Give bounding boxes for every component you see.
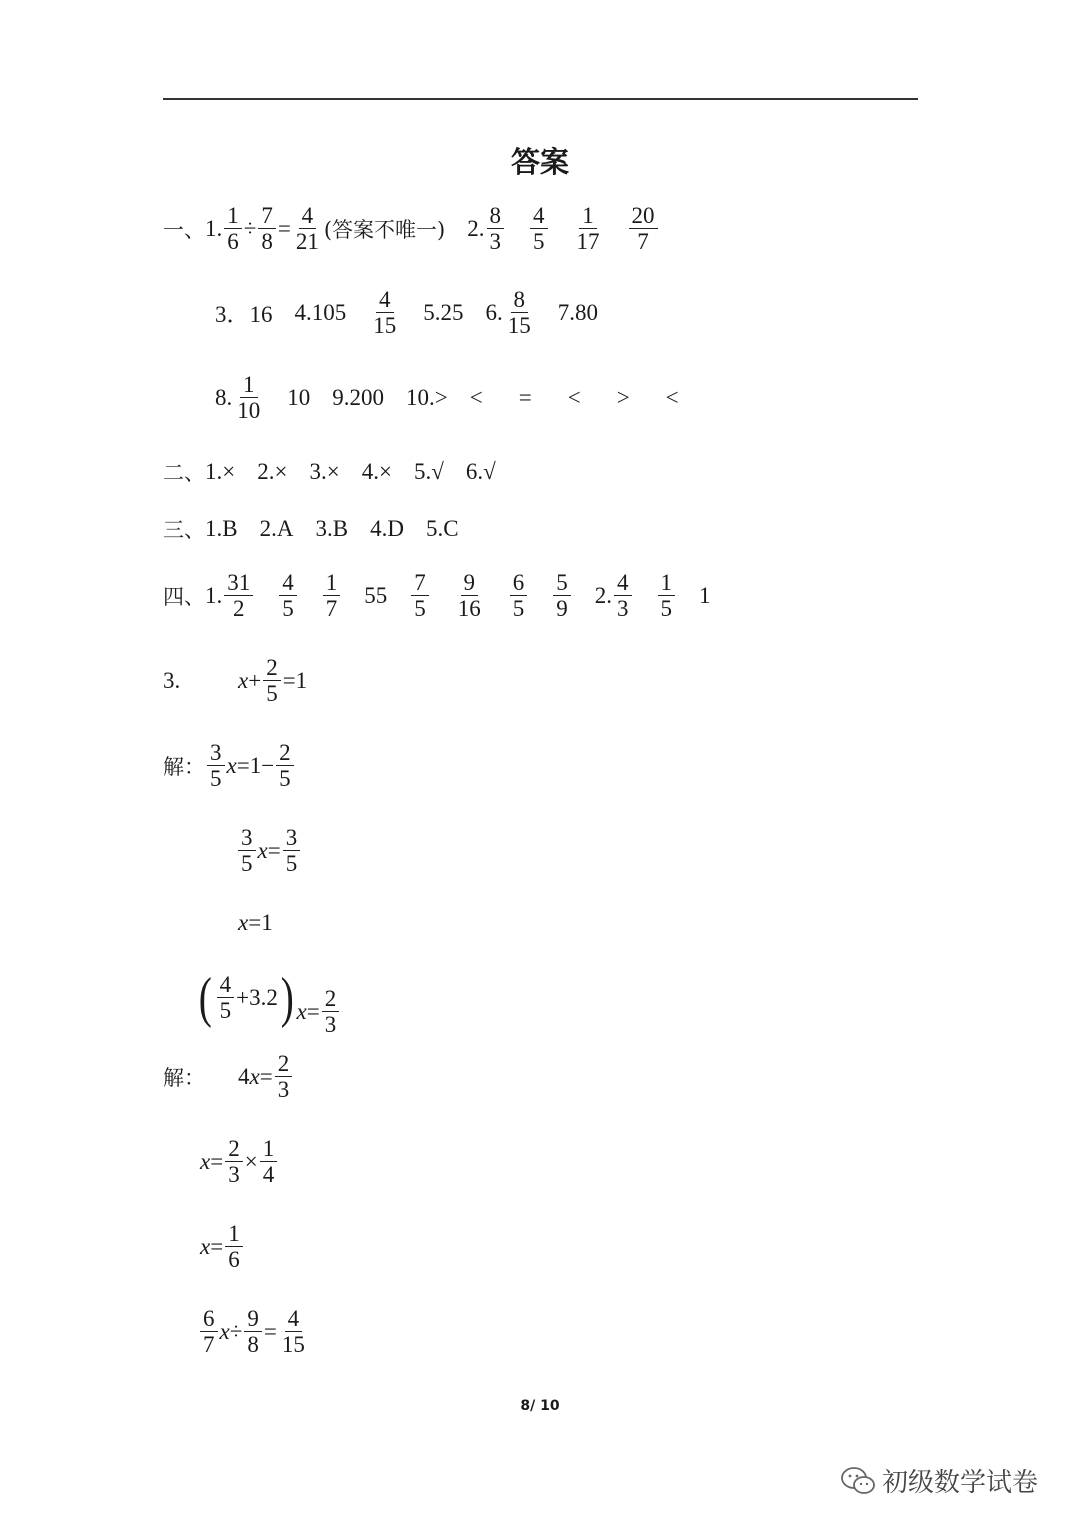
answer: 3.B <box>315 516 349 541</box>
fraction: $\frac{1}{6}$ <box>224 203 242 255</box>
operator: = <box>259 1063 273 1089</box>
coefficient: 4 <box>238 1063 250 1089</box>
fraction: $\frac{2}{5}$ <box>276 740 294 792</box>
variable: x <box>226 752 237 778</box>
eq-line-3 <box>236 825 302 877</box>
answer: 55 <box>364 582 388 608</box>
fraction: $\frac{4}{21}$ <box>295 203 319 255</box>
note: (答案不唯一) <box>323 217 446 242</box>
answer: 9.200 <box>332 384 384 410</box>
answer: 4.× <box>361 459 392 484</box>
fraction: $\frac{1}{4}$ <box>260 1136 278 1188</box>
fraction: $\frac{2}{3}$ <box>225 1136 243 1188</box>
fraction: $\frac{1}{7}$ <box>323 570 341 622</box>
header-rule <box>163 98 918 100</box>
watermark-text: 初级数学试卷 <box>882 1468 1039 1498</box>
answer: 5.25 <box>423 299 464 325</box>
answer: 1 <box>699 582 711 608</box>
answer: 1.B <box>205 516 238 541</box>
answer: 2.A <box>259 516 294 541</box>
operator: ÷ <box>243 215 257 241</box>
fraction: $\frac{7}{8}$ <box>258 203 276 255</box>
answer: 7.80 <box>557 299 598 325</box>
q-number: 1. <box>205 215 223 241</box>
fraction: $\frac{8}{3}$ <box>487 203 505 255</box>
variable: x <box>219 1318 230 1344</box>
fraction: $\frac{3}{5}$ <box>238 825 256 877</box>
eq-line-4 <box>238 910 273 936</box>
variable: x <box>200 1233 211 1259</box>
page-title: 答案 <box>510 145 569 179</box>
fraction: $\frac{4}{15}$ <box>281 1306 305 1358</box>
operator: ÷ <box>229 1318 243 1344</box>
compare-sign: = <box>518 384 532 410</box>
compare-sign: < <box>665 384 679 410</box>
rhs: =1 <box>248 910 273 935</box>
answer: 2.× <box>257 459 288 484</box>
fraction: $\frac{7}{5}$ <box>411 570 429 622</box>
compare-sign: < <box>567 384 581 410</box>
variable: x <box>238 910 249 935</box>
page-number: 8/ 10 <box>520 1398 560 1414</box>
answer: 3．16 <box>215 302 273 328</box>
eq-line-5 <box>196 958 341 1038</box>
eq-line-6 <box>163 1051 294 1103</box>
section-label: 四、 <box>163 584 205 609</box>
q-number: 3. <box>163 667 181 693</box>
fraction: $\frac{4}{5}$ <box>279 570 297 622</box>
variable: x <box>296 998 307 1024</box>
operator: = <box>306 998 320 1024</box>
operator: × <box>244 1148 258 1174</box>
answer: 10.> <box>406 384 448 410</box>
s2-line <box>163 457 496 487</box>
wechat-icon <box>840 1466 876 1496</box>
fraction: $\frac{6}{7}$ <box>200 1306 218 1358</box>
answer: 4.D <box>370 516 404 541</box>
solution-label: 解： <box>163 754 205 779</box>
fraction: $\frac{1}{10}$ <box>237 372 261 424</box>
eq-line-8 <box>200 1221 245 1273</box>
s4-line1 <box>163 570 711 622</box>
s3-line <box>163 514 459 544</box>
compare-sign: > <box>616 384 630 410</box>
section-label: 三、 <box>163 518 205 542</box>
answer: 4.105 <box>294 299 347 325</box>
eq-line-7 <box>200 1136 279 1188</box>
q-number: 8. <box>215 384 233 410</box>
watermark <box>840 1462 1038 1499</box>
q-number: 6. <box>485 299 503 325</box>
q-number: 2. <box>594 582 612 608</box>
variable: x <box>249 1063 260 1089</box>
operator: = <box>210 1148 224 1174</box>
fraction: $\frac{20}{7}$ <box>629 203 658 255</box>
fraction: $\frac{9}{16}$ <box>457 570 481 622</box>
q-number: 1. <box>205 582 223 608</box>
answer: 3.× <box>309 459 340 484</box>
operator: =1− <box>236 752 275 778</box>
fraction: $\frac{1}{17}$ <box>576 203 600 255</box>
answer: 6.√ <box>465 459 496 484</box>
compare-sign: < <box>469 384 483 410</box>
fraction: $\frac{1}{6}$ <box>225 1221 243 1273</box>
s1-line2 <box>215 287 598 339</box>
fraction: $\frac{31}{2}$ <box>224 570 253 622</box>
fraction: $\frac{2}{3}$ <box>275 1051 293 1103</box>
fraction: $\frac{2}{5}$ <box>263 655 281 707</box>
s1-line3 <box>215 372 679 424</box>
rhs: =1 <box>282 667 308 693</box>
fraction: $\frac{9}{8}$ <box>244 1306 262 1358</box>
q-number: 2. <box>467 215 485 241</box>
fraction: $\frac{3}{5}$ <box>207 740 225 792</box>
fraction: $\frac{8}{15}$ <box>507 287 531 339</box>
fraction: $\frac{4}{5}$ <box>217 972 235 1024</box>
operator: = <box>210 1233 224 1259</box>
operator: = <box>277 215 291 241</box>
left-paren: ( <box>198 966 212 1029</box>
solution-label: 解： <box>163 1065 205 1090</box>
fraction: $\frac{3}{5}$ <box>283 825 301 877</box>
fraction: $\frac{4}{15}$ <box>373 287 397 339</box>
fraction: $\frac{2}{3}$ <box>322 986 340 1038</box>
answer: 10 <box>287 384 311 410</box>
fraction: $\frac{5}{9}$ <box>553 570 571 622</box>
answer: 1.× <box>205 459 236 484</box>
fraction: $\frac{4}{5}$ <box>530 203 548 255</box>
eq-line-1 <box>163 655 307 707</box>
variable: x <box>238 667 249 693</box>
fraction: $\frac{4}{3}$ <box>614 570 632 622</box>
operator: = <box>267 837 281 863</box>
section-label: 二、 <box>163 461 205 485</box>
answer: 5.√ <box>413 459 444 484</box>
eq-line-2 <box>163 740 296 792</box>
operator: = <box>263 1318 277 1344</box>
operator: +3.2 <box>236 984 278 1010</box>
right-paren: ) <box>280 966 294 1029</box>
eq-line-9 <box>198 1306 310 1358</box>
variable: x <box>200 1148 211 1174</box>
answer: 5.C <box>425 516 459 541</box>
section-label: 一、 <box>163 217 205 242</box>
fraction: $\frac{6}{5}$ <box>510 570 528 622</box>
operator: + <box>248 667 262 693</box>
variable: x <box>257 837 268 863</box>
fraction: $\frac{1}{5}$ <box>658 570 676 622</box>
s1-line1 <box>163 203 660 255</box>
